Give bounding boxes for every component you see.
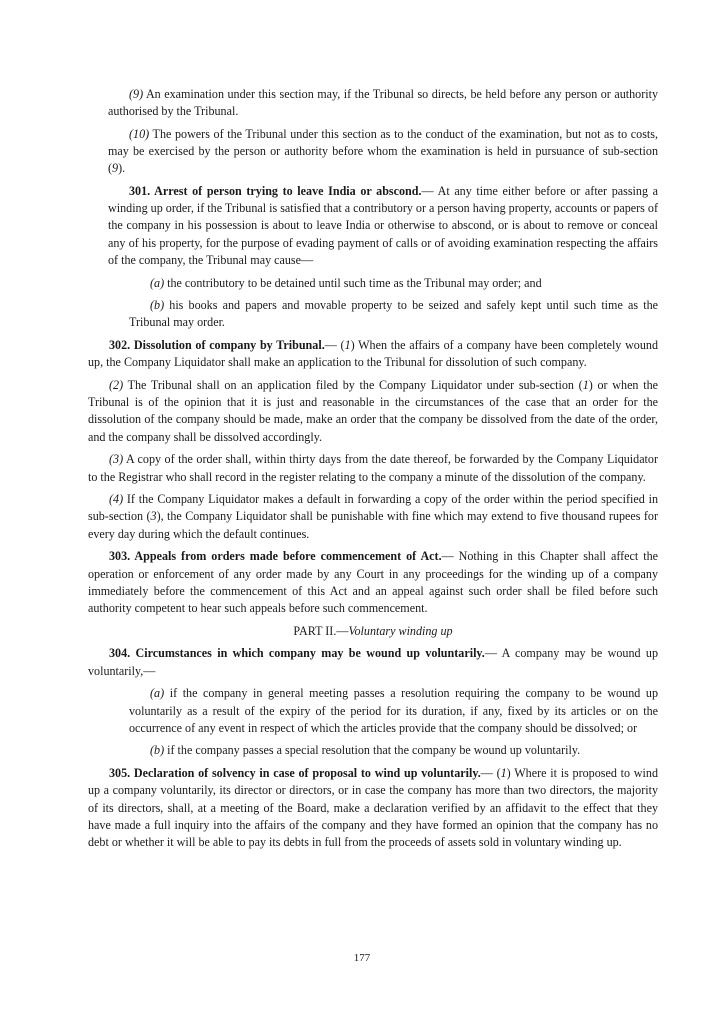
subsection-number: (9) (129, 87, 144, 101)
paragraph-text: ) or when the Tribunal is of the opinion that it is just and reasonable in the circumstances of the case that an order for the dissolution of the company should be made, make an order that the company be dissolved from the date of the order, and the company shall be dissolved accordingly. (88, 378, 658, 444)
document-page (88, 86, 658, 857)
subsection-number: (10) (129, 126, 150, 141)
paragraph-text: The powers of the Tribunal under this section as to the conduct of the examination, but not as to costs, may be exercised by the person or authority before whom the examination is held in pursuance of sub-section ( (108, 126, 658, 176)
section-303 (88, 548, 658, 617)
paragraph-302-4 (88, 491, 658, 543)
clause-label: (b) (150, 743, 165, 758)
clause-304-b (88, 742, 658, 759)
paragraph-subsection-9 (88, 86, 658, 120)
subsection-number: 1 (344, 338, 351, 353)
subsection-number: 1 (500, 766, 507, 781)
clause-label: (b) (150, 298, 165, 313)
subsection-number: (2) (109, 378, 124, 393)
part-heading (88, 623, 658, 640)
clause-label: (a) (150, 686, 165, 701)
clause-301-a (88, 275, 658, 292)
paragraph-text: An examination under this section may, if the Tribunal so directs, be held before any person or authority authorised by the Tribunal. (108, 87, 658, 119)
paragraph-text: A copy of the order shall, within thirty days from the date thereof, be forwarded by the Company Liquidator to the Registrar who shall record in the register relating to the company a minute of the dissolution of the company. (88, 452, 658, 484)
subsection-number: (3) (109, 452, 124, 467)
cross-reference: 9 (112, 161, 119, 176)
clause-text: if the company in general meeting passes a resolution requiring the company to be wound up voluntarily as a result of the expiry of the period for its duration, if any, fixed by its articles or on the occurrence of any event in respect of which the articles provide that the company should be dissolved; or (129, 686, 658, 735)
section-heading: 304. Circumstances in which company may be wound up voluntarily. (109, 646, 485, 661)
clause-label: (a) (150, 275, 165, 290)
clause-text: his books and papers and movable property to be seized and safely kept until such time as the Tribunal may order. (129, 298, 658, 330)
section-text: — Nothing in this Chapter shall affect the operation or enforcement of any order made by any Court in any proceedings for the winding up of a company immediately before the commencement of this Act and an appeal against such order shall be filed before such authority competent to hear such appeals before such commencement. (88, 549, 658, 615)
clause-text: the contributory to be detained until such time as the Tribunal may order; and (164, 275, 542, 290)
clause-text: if the company passes a special resolution that the company be wound up voluntarily. (164, 743, 581, 758)
section-text: ) When the affairs of a company have been completely wound up, the Company Liquidator shall make an application to the Tribunal for dissolution of such company. (88, 338, 658, 370)
section-heading: 301. Arrest of person trying to leave India or abscond. (129, 184, 422, 199)
section-text: — ( (324, 338, 345, 353)
section-heading: 302. Dissolution of company by Tribunal. (109, 338, 325, 353)
paragraph-text: ). (118, 161, 126, 176)
section-heading: 303. Appeals from orders made before commencement of Act. (109, 549, 442, 564)
paragraph-text: ), the Company Liquidator shall be punishable with fine which may extend to five thousand rupees for every day during which the default continues. (88, 509, 658, 541)
paragraph-subsection-10 (88, 126, 658, 178)
cross-reference: 3 (150, 509, 157, 524)
section-text: — A company may be wound up voluntarily,— (88, 646, 658, 678)
paragraph-text: The Tribunal shall on an application filed by the Company Liquidator under sub-section ( (123, 378, 583, 393)
part-title: Voluntary winding up (348, 623, 453, 638)
section-heading: 305. Declaration of solvency in case of proposal to wind up voluntarily. (109, 766, 481, 781)
clause-304-a (88, 685, 658, 737)
section-302 (88, 337, 658, 371)
section-text: — At any time either before or after passing a winding up order, if the Tribunal is satisfied that a contributory or a person having property, accounts or papers of the company in his possession is about to leave India or otherwise to abscond, or is about to remove or conceal any of his property, for the purpose of evading payment of calls or of avoiding examination respecting the affairs of the company, the Tribunal may cause— (108, 184, 658, 267)
section-301 (88, 183, 658, 269)
cross-reference: 1 (582, 378, 589, 393)
paragraph-302-2 (88, 377, 658, 446)
clause-301-b (88, 297, 658, 331)
paragraph-text: If the Company Liquidator makes a default in forwarding a copy of the order within the period specified in sub-section ( (88, 492, 658, 524)
page-number: 177 (353, 952, 371, 964)
section-304 (88, 645, 658, 679)
part-prefix: PART II.— (293, 623, 349, 638)
section-text: — ( (480, 766, 501, 781)
section-305 (88, 765, 658, 851)
subsection-number: (4) (109, 492, 124, 507)
paragraph-302-3 (88, 451, 658, 485)
section-text: ) Where it is proposed to wind up a company voluntarily, its director or directors, or in case the company has more than two directors, the majority of its directors, shall, at a meeting of the Board, make a declaration verified by an affidavit to the effect that they have made a full inquiry into the affairs of the company and they have formed an opinion that the company has no debt or whether it will be able to pay its debts in full from the proceeds of assets sold in voluntary winding up. (88, 766, 658, 849)
